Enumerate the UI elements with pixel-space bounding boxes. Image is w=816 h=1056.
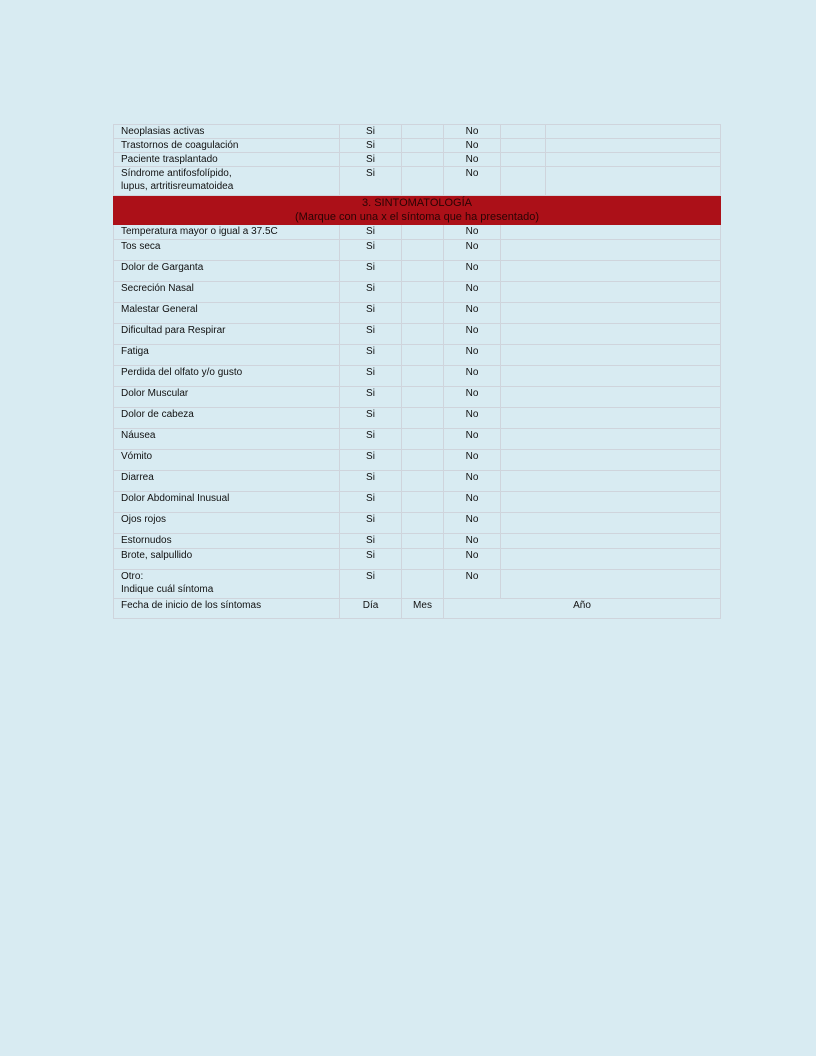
yes-mark-cell[interactable] [402,534,444,549]
no-option[interactable]: No [444,225,501,240]
no-mark-cell[interactable] [501,534,721,549]
no-option[interactable]: No [444,471,501,492]
no-mark-cell[interactable] [501,345,721,366]
symptom-row [114,471,721,492]
no-option[interactable]: No [444,324,501,345]
symptom-row [114,303,721,324]
yes-mark-cell[interactable] [402,366,444,387]
symptom-row [114,240,721,261]
no-mark-cell[interactable] [501,492,721,513]
symptoms-form-table [113,124,721,619]
yes-mark-cell[interactable] [402,345,444,366]
yes-option[interactable]: Si [340,139,402,153]
onset-day-field[interactable]: Día [340,599,402,619]
yes-mark-cell[interactable] [402,429,444,450]
yes-mark-cell[interactable] [402,303,444,324]
no-option[interactable]: No [444,408,501,429]
condition-label-line: lupus, artritisreumatoidea [121,181,234,192]
no-mark-cell[interactable] [501,153,546,167]
yes-option[interactable]: Si [340,153,402,167]
yes-mark-cell[interactable] [402,324,444,345]
condition-label-line: Síndrome antifosfolípido, [121,168,232,179]
no-mark-cell[interactable] [501,387,721,408]
section-header [114,196,721,225]
other-label [114,570,340,599]
yes-mark-cell[interactable] [402,549,444,570]
symptom-label: Dolor Abdominal Inusual [114,492,340,513]
yes-option[interactable]: Si [340,387,402,408]
other-specify-cell[interactable] [501,570,721,599]
no-mark-cell[interactable] [501,167,546,196]
no-mark-cell[interactable] [501,139,546,153]
symptom-label: Ojos rojos [114,513,340,534]
yes-option[interactable]: Si [340,225,402,240]
yes-mark-cell[interactable] [402,125,444,139]
no-option[interactable]: No [444,450,501,471]
symptom-label: Malestar General [114,303,340,324]
notes-cell[interactable] [546,167,721,196]
condition-row [114,167,721,196]
onset-month-field[interactable]: Mes [402,599,444,619]
other-symptom-row [114,570,721,599]
other-label-line: Otro: [121,571,144,582]
symptom-list [114,225,721,570]
yes-mark-cell[interactable] [402,408,444,429]
symptom-label: Perdida del olfato y/o gusto [114,366,340,387]
symptom-row [114,261,721,282]
symptom-row [114,282,721,303]
yes-option[interactable]: Si [340,570,402,599]
condition-label: Neoplasias activas [114,125,340,139]
yes-option[interactable]: Si [340,261,402,282]
symptom-row [114,225,721,240]
yes-option[interactable]: Si [340,429,402,450]
symptom-row [114,408,721,429]
condition-label [114,167,340,196]
condition-row [114,139,721,153]
yes-mark-cell[interactable] [402,471,444,492]
no-option[interactable]: No [444,429,501,450]
no-option[interactable]: No [444,282,501,303]
symptom-row [114,513,721,534]
no-mark-cell[interactable] [501,125,546,139]
condition-label: Trastornos de coagulación [114,139,340,153]
no-option[interactable]: No [444,303,501,324]
symptom-label: Dificultad para Respirar [114,324,340,345]
symptom-row [114,534,721,549]
symptom-row [114,450,721,471]
yes-mark-cell[interactable] [402,240,444,261]
condition-row [114,125,721,139]
yes-option[interactable]: Si [340,324,402,345]
no-option[interactable]: No [444,534,501,549]
yes-option[interactable]: Si [340,408,402,429]
no-option[interactable]: No [444,387,501,408]
yes-mark-cell[interactable] [402,492,444,513]
yes-mark-cell[interactable] [402,450,444,471]
onset-year-field[interactable]: Año [444,599,721,619]
yes-mark-cell[interactable] [402,153,444,167]
no-option[interactable]: No [444,261,501,282]
symptom-label: Brote, salpullido [114,549,340,570]
no-mark-cell[interactable] [501,261,721,282]
symptom-label: Vómito [114,450,340,471]
no-option[interactable]: No [444,167,501,196]
no-option[interactable]: No [444,153,501,167]
symptom-row [114,429,721,450]
onset-label: Fecha de inicio de los síntomas [114,599,340,619]
no-mark-cell[interactable] [501,513,721,534]
no-option[interactable]: No [444,366,501,387]
notes-cell[interactable] [546,139,721,153]
no-option[interactable]: No [444,570,501,599]
yes-mark-cell[interactable] [402,387,444,408]
no-mark-cell[interactable] [501,225,721,240]
yes-option[interactable]: Si [340,549,402,570]
symptom-label: Tos seca [114,240,340,261]
no-mark-cell[interactable] [501,429,721,450]
yes-mark-cell[interactable] [402,167,444,196]
no-mark-cell[interactable] [501,303,721,324]
condition-row [114,153,721,167]
no-mark-cell[interactable] [501,282,721,303]
notes-cell[interactable] [546,125,721,139]
no-option[interactable]: No [444,492,501,513]
symptom-label: Dolor Muscular [114,387,340,408]
yes-mark-cell[interactable] [402,513,444,534]
symptom-label: Dolor de Garganta [114,261,340,282]
symptom-label: Diarrea [114,471,340,492]
symptom-row [114,492,721,513]
yes-option[interactable]: Si [340,366,402,387]
symptom-row [114,387,721,408]
symptom-row [114,366,721,387]
yes-mark-cell[interactable] [402,570,444,599]
yes-option[interactable]: Si [340,450,402,471]
no-option[interactable]: No [444,139,501,153]
no-mark-cell[interactable] [501,324,721,345]
no-mark-cell[interactable] [501,240,721,261]
no-option[interactable]: No [444,513,501,534]
yes-option[interactable]: Si [340,167,402,196]
symptom-row [114,324,721,345]
yes-option[interactable]: Si [340,534,402,549]
yes-mark-cell[interactable] [402,139,444,153]
yes-option[interactable]: Si [340,125,402,139]
yes-option[interactable]: Si [340,513,402,534]
yes-option[interactable]: Si [340,471,402,492]
no-mark-cell[interactable] [501,408,721,429]
section-header-row [114,196,721,225]
no-option[interactable]: No [444,345,501,366]
no-option[interactable]: No [444,125,501,139]
symptom-label: Náusea [114,429,340,450]
no-mark-cell[interactable] [501,471,721,492]
no-mark-cell[interactable] [501,450,721,471]
symptom-label: Temperatura mayor o igual a 37.5C [114,225,340,240]
other-label-line: Indique cuál síntoma [121,584,214,595]
symptom-label: Dolor de cabeza [114,408,340,429]
condition-label: Paciente trasplantado [114,153,340,167]
onset-date-row [114,599,721,619]
no-option[interactable]: No [444,549,501,570]
section-title: 3. SINTOMATOLOGÍA [361,197,473,209]
yes-option[interactable]: Si [340,492,402,513]
section-subtitle: (Marque con una x el síntoma que ha presentado) [295,211,539,223]
symptom-label: Secreción Nasal [114,282,340,303]
yes-option[interactable]: Si [340,282,402,303]
no-mark-cell[interactable] [501,549,721,570]
yes-option[interactable]: Si [340,240,402,261]
yes-mark-cell[interactable] [402,282,444,303]
yes-mark-cell[interactable] [402,261,444,282]
symptom-label: Estornudos [114,534,340,549]
notes-cell[interactable] [546,153,721,167]
symptom-row [114,345,721,366]
yes-option[interactable]: Si [340,345,402,366]
no-option[interactable]: No [444,240,501,261]
yes-option[interactable]: Si [340,303,402,324]
no-mark-cell[interactable] [501,366,721,387]
yes-mark-cell[interactable] [402,225,444,240]
symptom-label: Fatiga [114,345,340,366]
symptom-row [114,549,721,570]
